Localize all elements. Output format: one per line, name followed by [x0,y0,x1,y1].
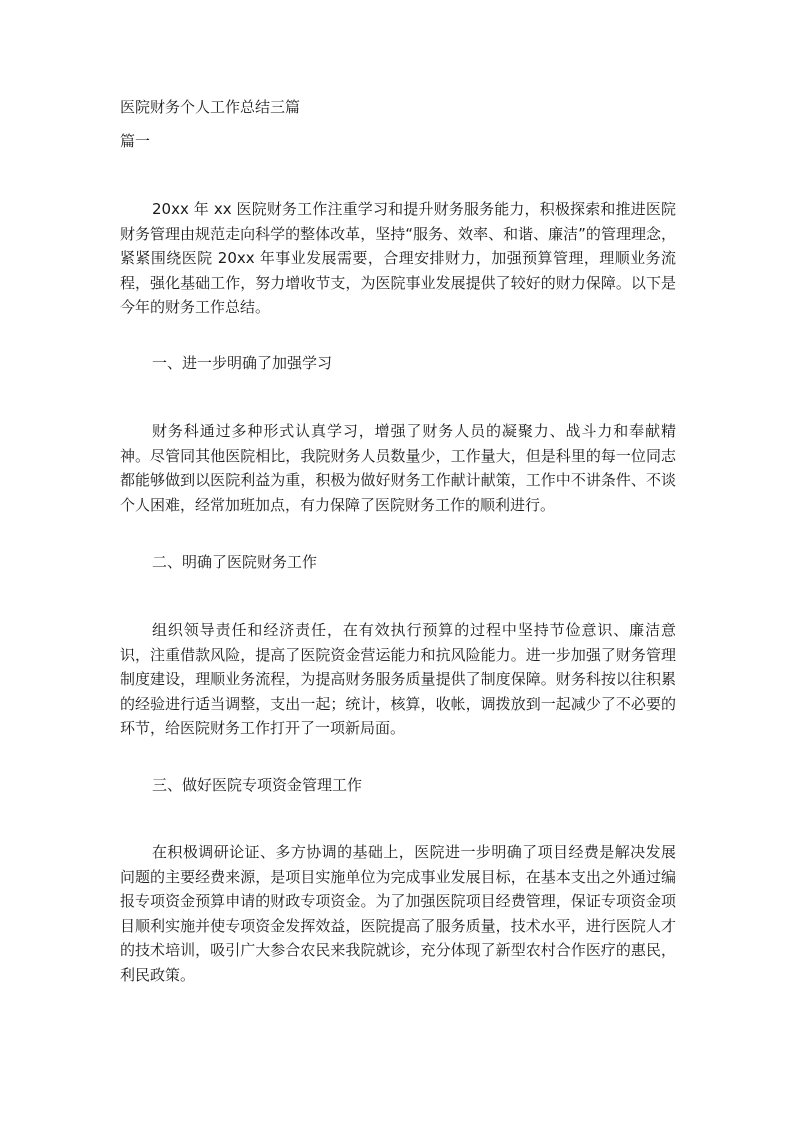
intro-paragraph: 20xx 年 xx 医院财务工作注重学习和提升财务服务能力，积极探索和推进医院财务管理由规范走向科学的整体改革，坚持“服务、效率、和谐、廉洁”的管理理念，紧紧围绕医院 20xx 年事业发展需要，合理安排财力，加强预算管理，理顺业务流程，强化基础工作，努力增收节支，为医院事业发展提供了较好的财力保障。以下是今年的财务工作总结。 [120,200,676,316]
part-label: 篇一 [120,132,151,150]
section-heading-2: 二、明确了医院财务工作 [152,553,318,571]
section-heading-3: 三、做好医院专项资金管理工作 [152,776,363,794]
section-body-1: 财务科通过多种形式认真学习，增强了财务人员的凝聚力、战斗力和奉献精神。尽管同其他医院相比，我院财务人员数量少，工作量大，但是科里的每一位同志都能够做到以医院利益为重，积极为做好财务工作献计献策，工作中不讲条件、不谈个人困难，经常加班加点，有力保障了医院财务工作的顺利进行。 [120,422,676,514]
document-title: 医院财务个人工作总结三篇 [120,98,301,116]
section-body-2: 组织领导责任和经济责任，在有效执行预算的过程中坚持节俭意识、廉洁意识，注重借款风险，提高了医院资金营运能力和抗风险能力。进一步加强了财务管理制度建设，理顺业务流程，为提高财务服务质量提供了制度保障。财务科按以往积累的经验进行适当调整，支出一起；统计，核算，收帐，调拨放到一起减少了不必要的环节，给医院财务工作打开了一项新局面。 [120,621,676,737]
section-body-3: 在积极调研论证、多方协调的基础上，医院进一步明确了项目经费是解决发展问题的主要经费来源，是项目实施单位为完成事业发展目标，在基本支出之外通过编报专项资金预算申请的财政专项资金。为了加强医院项目经费管理，保证专项资金项目顺利实施并使专项资金发挥效益，医院提高了服务质量，技术水平，进行医院人才的技术培训，吸引广大参合农民来我院就诊，充分体现了新型农村合作医疗的惠民，利民政策。 [120,843,676,984]
section-heading-1: 一、进一步明确了加强学习 [152,354,333,372]
